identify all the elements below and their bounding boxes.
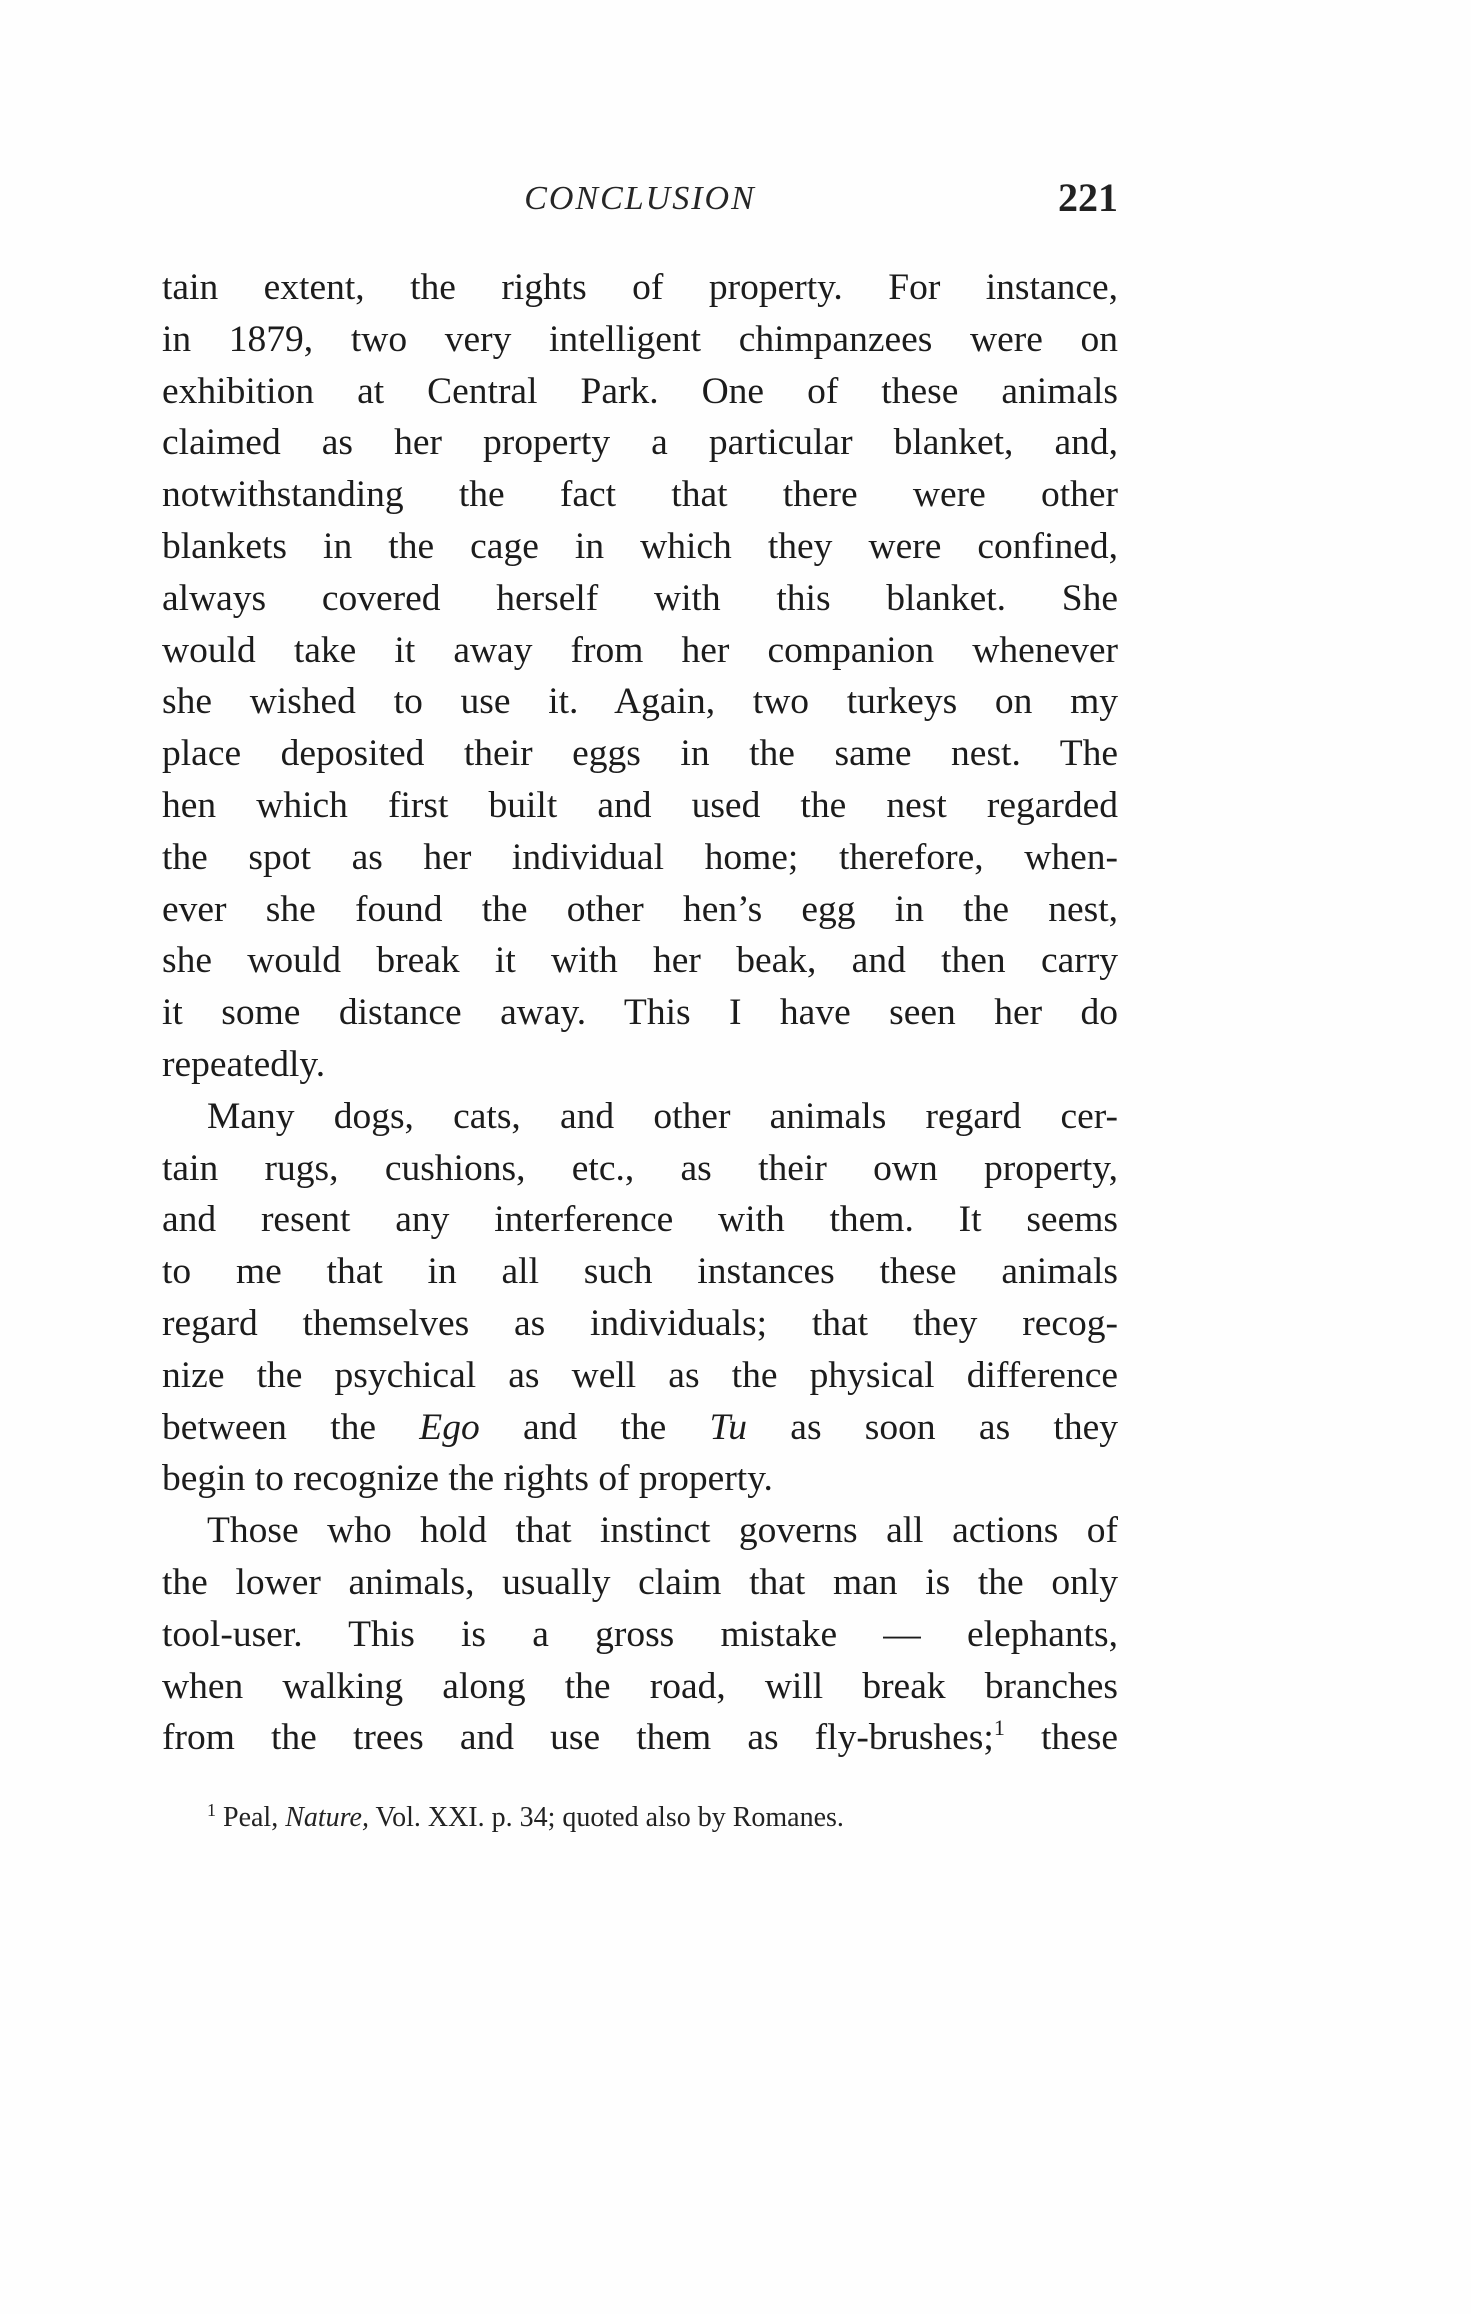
- footnote-author: Peal,: [223, 1802, 286, 1833]
- text-line: tain rugs, cushions, etc., as their own property,: [162, 1147, 1118, 1189]
- text-line: to me that in all such instances these animals: [162, 1251, 1118, 1293]
- text-line: always covered herself with this blanket. She: [162, 577, 1118, 619]
- footnote-citation: Vol. XXI. p. 34; quoted also by Romanes.: [368, 1802, 844, 1833]
- text-line: she wished to use it. Again, two turkeys on my: [162, 681, 1118, 723]
- text-line: hen which first built and used the nest regarded: [162, 784, 1118, 826]
- paragraph-start-line: Those who hold that instinct governs all actions of: [207, 1510, 1118, 1552]
- text-line: repeatedly.: [162, 1043, 326, 1085]
- text-line: and resent any interference with them. It seems: [162, 1199, 1118, 1241]
- body-text: [162, 262, 1118, 1764]
- footnote-marker: 1: [207, 1800, 216, 1820]
- text-fragment: these: [1004, 1717, 1118, 1759]
- text-fragment: between the: [162, 1406, 420, 1448]
- footnote-reference: 1: [993, 1715, 1005, 1741]
- text-line: it some distance away. This I have seen her do: [162, 992, 1118, 1034]
- text-line: the spot as her individual home; therefore, when-: [162, 836, 1118, 878]
- text-line: nize the psychical as well as the physical difference: [162, 1354, 1118, 1396]
- text-line: notwithstanding the fact that there were other: [162, 474, 1118, 516]
- text-fragment: from the trees and use them as fly-brushes;: [162, 1717, 994, 1759]
- text-fragment: as soon as they: [747, 1406, 1118, 1448]
- text-line: ever she found the other hen’s egg in the nest,: [162, 888, 1118, 930]
- text-line: regard themselves as individuals; that they recog-: [162, 1302, 1118, 1344]
- text-line: blankets in the cage in which they were confined,: [162, 525, 1118, 567]
- text-line: exhibition at Central Park. One of these animals: [162, 370, 1118, 412]
- text-line: claimed as her property a particular blanket, and,: [162, 422, 1118, 464]
- ego-term: Ego: [419, 1406, 480, 1448]
- running-title: CONCLUSION: [524, 180, 756, 217]
- footnote-journal: Nature,: [285, 1802, 369, 1833]
- running-head: [162, 172, 1118, 228]
- text-line: the lower animals, usually claim that man is the only: [162, 1561, 1118, 1603]
- text-line: would take it away from her companion whenever: [162, 629, 1118, 671]
- page-number: 221: [1058, 175, 1118, 220]
- tu-term: Tu: [709, 1406, 748, 1448]
- text-line: tain extent, the rights of property. For instance,: [162, 267, 1118, 308]
- text-line: tool-user. This is a gross mistake — elephants,: [162, 1613, 1118, 1655]
- text-line-ego-tu: [162, 1402, 1118, 1454]
- text-line: she would break it with her beak, and then carry: [162, 940, 1118, 982]
- text-line-with-note-ref: [162, 1712, 1118, 1764]
- paragraph-start-line: Many dogs, cats, and other animals regard cer-: [207, 1095, 1118, 1137]
- footnote: [207, 1800, 1067, 1836]
- text-line: begin to recognize the rights of property.: [162, 1458, 773, 1500]
- text-line: place deposited their eggs in the same nest. The: [162, 733, 1118, 775]
- text-fragment: and the: [479, 1406, 710, 1448]
- text-line: when walking along the road, will break branches: [162, 1665, 1118, 1707]
- text-line: in 1879, two very intelligent chimpanzees were on: [162, 318, 1118, 360]
